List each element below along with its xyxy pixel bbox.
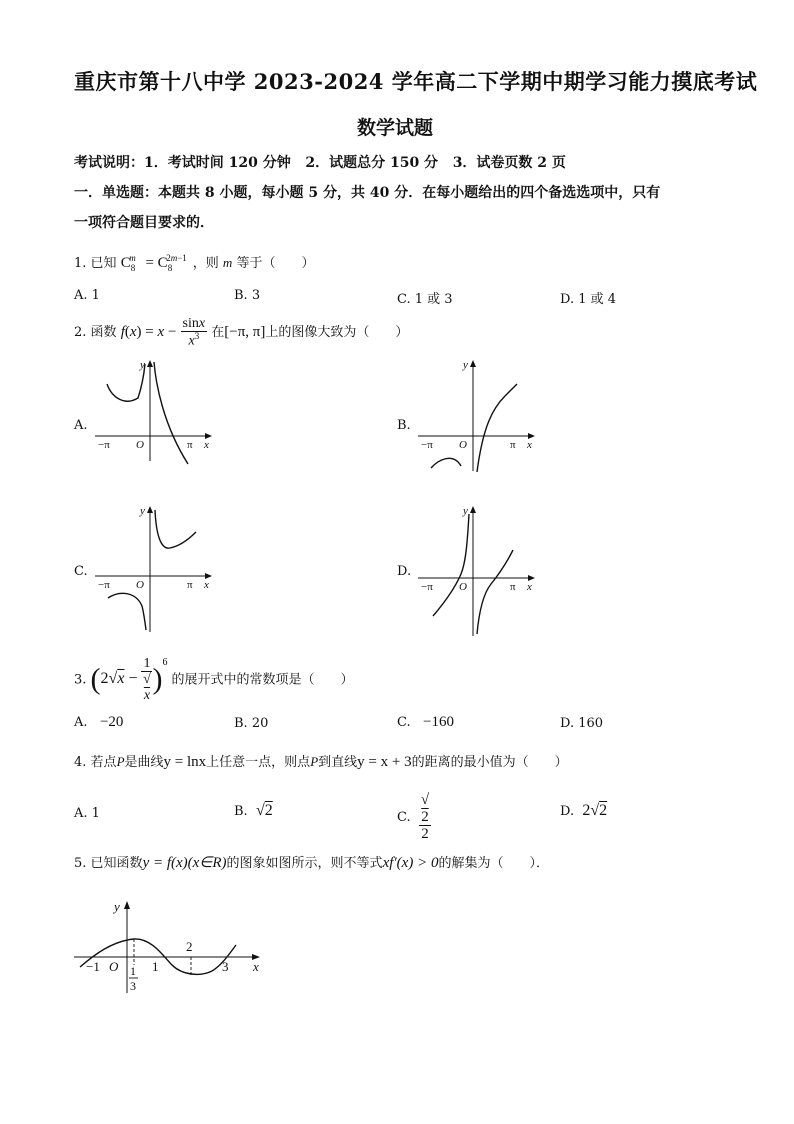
one-label: 1 (152, 959, 159, 974)
q2-graph-a (90, 356, 220, 466)
y-axis-label: y (140, 505, 145, 517)
q2-text-mid: 在 (211, 325, 225, 341)
q3-option-a: A. −20 (74, 714, 124, 730)
q2-graph-c (90, 502, 220, 634)
origin-label: O (136, 579, 144, 591)
q5-graph (72, 895, 272, 997)
q2-text-pre: 函数 (90, 325, 117, 341)
q2-option-d-label: D. (397, 564, 412, 579)
pi-label: π (187, 439, 193, 451)
q4-point: P (116, 754, 125, 769)
q1-option-c: C. 1 或 3 (397, 292, 453, 307)
q5-inequality: xf′(x) > 0 (382, 855, 439, 871)
neg-pi-label: −π (98, 579, 110, 591)
q2-function: f(x) = x − (120, 324, 177, 341)
instruction-pages: 3．试卷页数 2 页 (452, 155, 566, 171)
one-third-denominator: 3 (130, 979, 136, 993)
q2-interval: [−π, π] (224, 324, 266, 341)
section-heading-line2: 一项符合题目要求的． (74, 215, 214, 231)
q3-number: 3. (74, 672, 87, 688)
instructions-label: 考试说明： (74, 155, 144, 171)
q4-number: 4. (74, 755, 87, 770)
page-title: 重庆市第十八中学 2023-2024 学年高二下学期中期学习能力摸底考试 (74, 69, 758, 94)
q2-graph-b (413, 356, 543, 474)
q1-option-b: B. 3 (234, 288, 261, 303)
y-axis-label: y (463, 359, 468, 371)
x-axis-label: x (527, 439, 532, 451)
origin-label: O (109, 959, 119, 974)
x-axis-label: x (253, 959, 259, 974)
neg-pi-label: −π (98, 439, 110, 451)
three-label: 3 (222, 959, 229, 974)
q4-line: y = x + 3 (357, 754, 412, 770)
q3-text-tail: 的展开式中的常数项是（ ） (171, 672, 354, 688)
y-axis-label: y (140, 359, 145, 371)
x-axis-label: x (204, 439, 209, 451)
x-axis-label: x (527, 581, 532, 593)
q2-graph-d (413, 502, 543, 638)
q5-number: 5. (74, 856, 87, 871)
q2-text-tail: 上的图像大致为（ ） (265, 325, 409, 341)
q1-text-post: ，则 (192, 256, 219, 271)
q3-option-d: D. 160 (560, 716, 604, 731)
neg-one-label: −1 (86, 959, 100, 974)
section-heading-line1: 一．单选题：本题共 8 小题，每小题 5 分，共 40 分．在每小题给出的四个备选选项中，只有 (74, 185, 661, 201)
question-4: 4. 若点P是曲线y = lnx上任意一点，则点P到直线y = x + 3的距离的最小值为（ ） (74, 754, 568, 770)
q1-text-tail: 等于（ ） (236, 256, 315, 271)
neg-pi-label: −π (421, 439, 433, 451)
question-5: 5. 已知函数y = f(x)(x∈R)的图象如图所示，则不等式xf′(x) > 0的解集为（ ）． (74, 855, 549, 871)
question-3 (74, 656, 353, 703)
q1-text-pre: 已知 (90, 256, 117, 271)
q5-function: y = f(x)(x∈R) (142, 855, 227, 871)
q1-variable: m (222, 255, 233, 270)
q4-option-d: D. 2√2 (560, 802, 608, 819)
q1-option-a: A. 1 (74, 288, 100, 303)
question-2 (74, 316, 408, 349)
q2-number: 2. (74, 325, 87, 341)
origin-label: O (459, 581, 467, 593)
q4-option-b: B. √2 (234, 802, 273, 819)
question-1 (74, 252, 314, 273)
q1-combination-equation: $C_8^m = C_8^{2m-1}$ (120, 253, 187, 273)
page-subtitle: 数学试题 (357, 117, 434, 139)
neg-pi-label: −π (421, 581, 433, 593)
origin-label: O (136, 439, 144, 451)
q2-option-a-label: A. (74, 418, 88, 433)
q1-option-d: D. 1 或 4 (560, 292, 617, 307)
q2-option-b-label: B. (397, 418, 411, 433)
q3-option-c: C. −160 (397, 714, 454, 730)
q1-number: 1. (74, 256, 87, 271)
instruction-time: 1．考试时间 120 分钟 (144, 155, 291, 171)
pi-label: π (187, 579, 193, 591)
q2-fraction: $\frac{\sin x}{x^3}$ (182, 316, 206, 350)
instruction-score: 2．试题总分 150 分 (305, 155, 439, 171)
x-axis-label: x (204, 579, 209, 591)
pi-label: π (510, 439, 516, 451)
q3-binomial: (2√x − 1 √ x )$^6$ (90, 656, 168, 703)
q2-option-c-label: C. (74, 564, 88, 579)
y-axis-label: y (463, 505, 468, 517)
q4-option-a: A. 1 (74, 806, 100, 821)
pi-label: π (510, 581, 516, 593)
q3-option-b: B. 20 (234, 716, 269, 731)
two-label: 2 (186, 939, 193, 954)
exam-instructions (74, 152, 566, 172)
y-axis-label: y (114, 899, 120, 914)
origin-label: O (459, 439, 467, 451)
q4-curve: y = lnx (163, 754, 207, 770)
one-third-numerator: 1 (130, 964, 136, 978)
q4-option-c: C. √ 2 2 (397, 792, 430, 842)
